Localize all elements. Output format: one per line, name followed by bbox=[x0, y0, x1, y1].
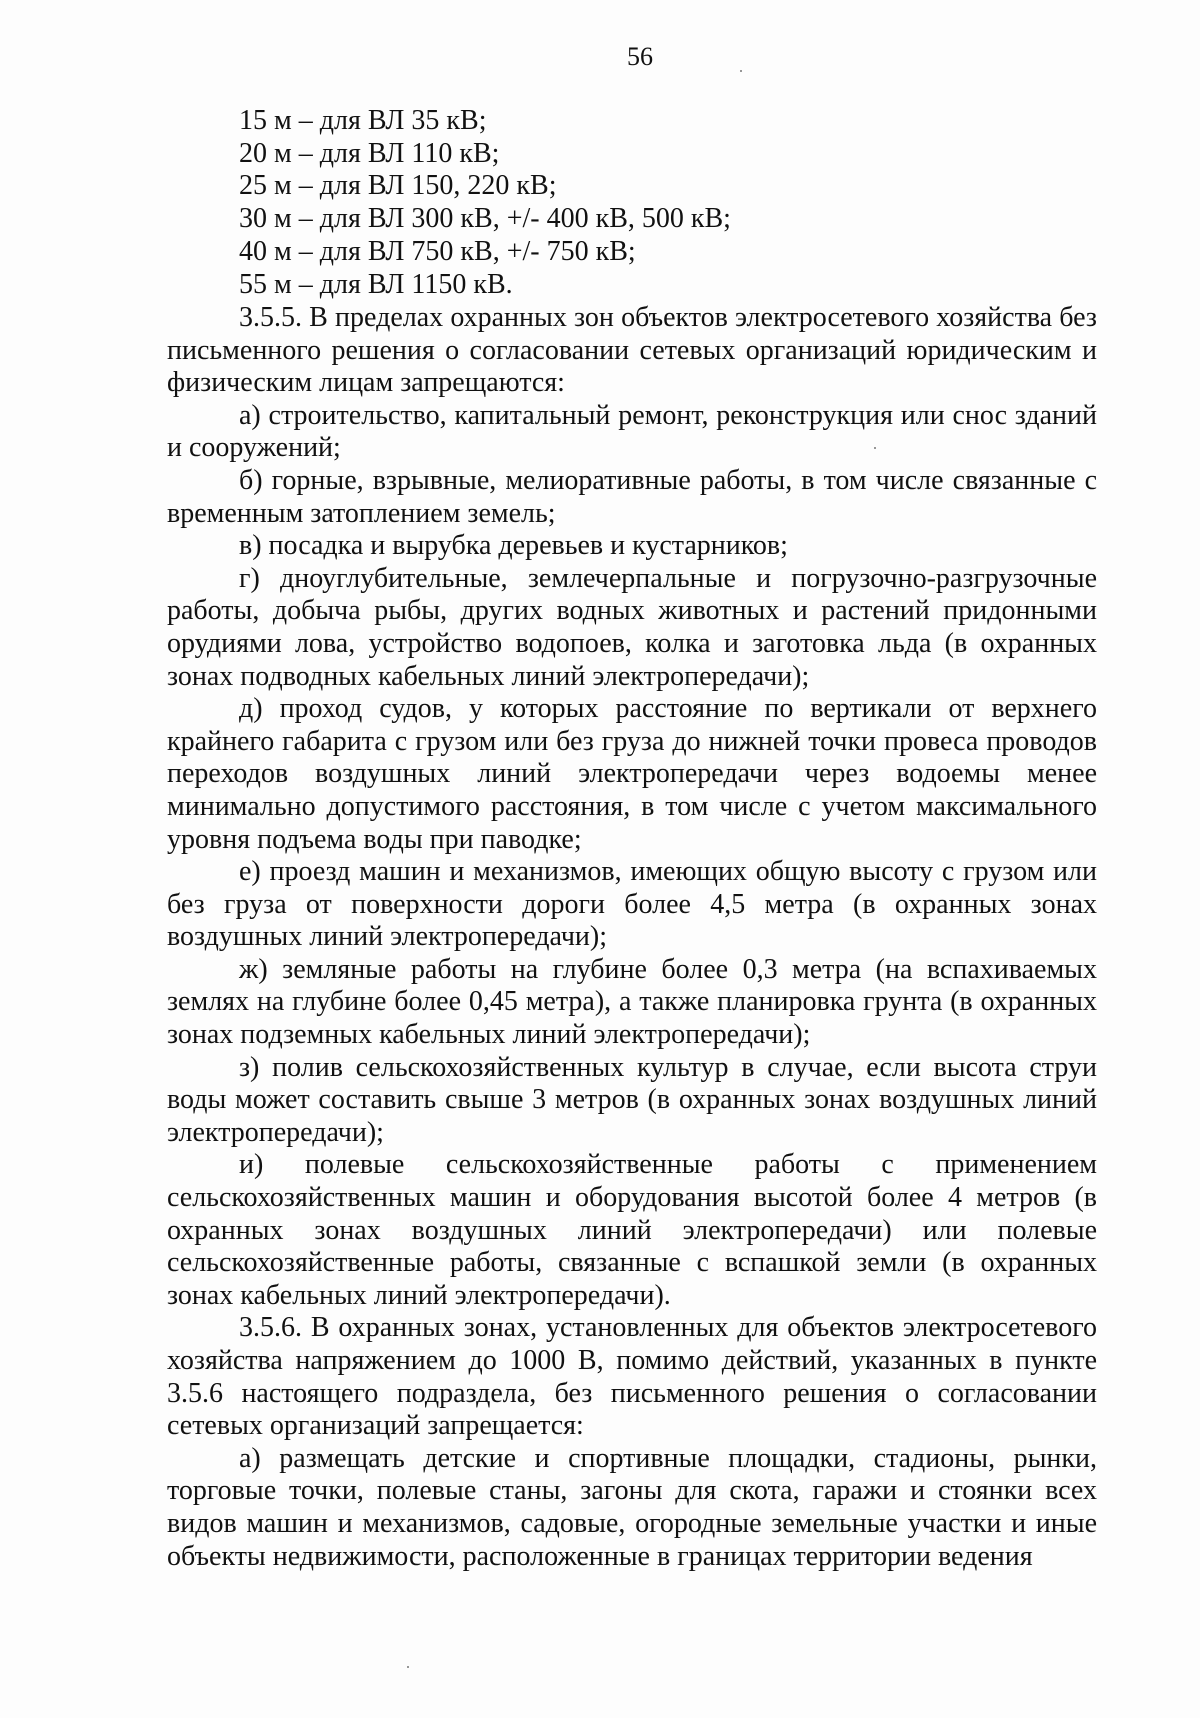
distance-list-item: 25 м – для ВЛ 150, 220 кВ; bbox=[239, 170, 557, 202]
item-b: б) горные, взрывные, мелиоративные работы, в том числе связанные с временным затоплением земель; bbox=[167, 464, 1097, 529]
item-z: з) полив сельскохозяйственных культур в случае, если высота струи воды может составить свыше 3 метров (в охранных зонах воздушных линий электропередачи); bbox=[167, 1051, 1097, 1148]
distance-list-item: 20 м – для ВЛ 110 кВ; bbox=[239, 137, 500, 169]
scan-speck bbox=[874, 447, 876, 449]
item-e: е) проезд машин и механизмов, имеющих общую высоту с грузом или без груза от поверхности дороги более 4,5 метра (в охранных зонах воздушных линий электропередачи); bbox=[167, 856, 1097, 953]
item-a: а) строительство, капитальный ремонт, реконструкция или снос зданий и сооружений; bbox=[167, 399, 1097, 464]
item-zh: ж) земляные работы на глубине более 0,3 метра (на вспахиваемых землях на глубине более 0,45 метра), а также планировка грунта (в охранных зонах подземных кабельных линий электропередачи); bbox=[167, 953, 1097, 1051]
distance-list-item: 30 м – для ВЛ 300 кВ, +/- 400 кВ, 500 кВ; bbox=[239, 203, 731, 235]
item-d: д) проход судов, у которых расстояние по вертикали от верхнего крайнего габарита с грузом или без груза до нижней точки провеса проводов переходов воздушных линий электропередачи через водоемы менее минимально допустимого расстояния, в том числе с учетом максимального уровня подъема воды при паводке; bbox=[167, 693, 1097, 855]
distance-list-item: 55 м – для ВЛ 1150 кВ. bbox=[239, 268, 513, 300]
distance-list bbox=[239, 105, 731, 301]
scan-speck bbox=[740, 70, 742, 72]
body-text bbox=[167, 302, 1097, 1573]
clause-3-5-6: 3.5.6. В охранных зонах, установленных для объектов электросетевого хозяйства напряжением до 1000 В, помимо действий, указанных в пункте 3.5.6 настоящего подраздела, без письменного решения о согласовании сетевых организаций запрещается: bbox=[167, 1312, 1097, 1442]
item-a-2: а) размещать детские и спортивные площадки, стадионы, рынки, торговые точки, полевые станы, загоны для скота, гаражи и стоянки всех видов машин и механизмов, садовые, огородные земельные участки и иные объекты недвижимости, расположенные в границах территории ведения bbox=[167, 1442, 1097, 1572]
scan-speck bbox=[407, 1666, 409, 1668]
item-v: в) посадка и вырубка деревьев и кустарников; bbox=[239, 530, 788, 562]
distance-list-item: 40 м – для ВЛ 750 кВ, +/- 750 кВ; bbox=[239, 235, 636, 267]
clause-3-5-5: 3.5.5. В пределах охранных зон объектов электросетевого хозяйства без письменного решения о согласовании сетевых организаций юридическим и физическим лицам запрещаются: bbox=[167, 302, 1097, 399]
page-number: 56 bbox=[627, 42, 653, 71]
item-i: и) полевые сельскохозяйственные работы с применением сельскохозяйственных машин и оборудования высотой более 4 метров (в охранных зонах воздушных линий электропередачи) или полевые сельскохозяйственные работы, связанные с вспашкой земли (в охранных зонах кабельных линий электропередачи). bbox=[167, 1149, 1097, 1311]
distance-list-item: 15 м – для ВЛ 35 кВ; bbox=[239, 105, 487, 136]
item-g: г) дноуглубительные, землечерпальные и погрузочно-разгрузочные работы, добыча рыбы, других водных животных и растений придонными орудиями лова, устройство водопоев, колка и заготовка льда (в охранных зонах подводных кабельных линий электропередачи); bbox=[167, 562, 1097, 692]
